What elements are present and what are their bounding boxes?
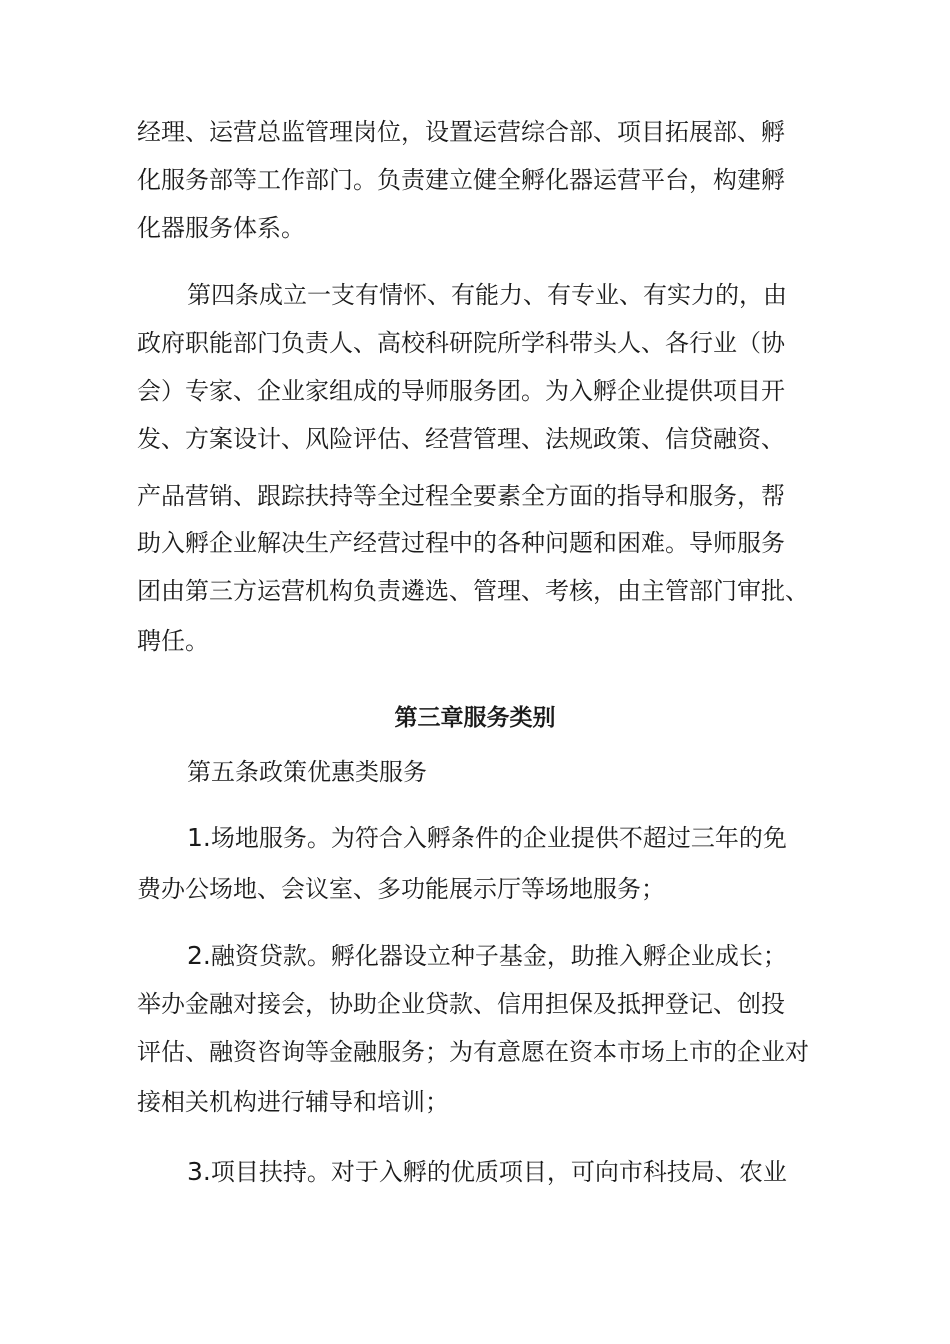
para2-line-6: 助入孵企业解决生产经营过程中的各种问题和困难。导师服务 xyxy=(137,529,785,557)
item3-line-1 xyxy=(187,1157,787,1187)
chapter-heading: 第三章服务类别 xyxy=(394,705,556,731)
para2-line-3: 会）专家、企业家组成的导师服务团。为入孵企业提供项目开 xyxy=(137,377,785,405)
item1-line-1 xyxy=(187,823,787,853)
item2-line-1 xyxy=(187,941,787,971)
item2-line-2: 举办金融对接会，协助企业贷款、信用担保及抵押登记、创投 xyxy=(137,990,785,1018)
item3-text-1: 项目扶持。对于入孵的优质项目，可向市科技局、农业 xyxy=(210,1158,787,1186)
para1-line-1: 经理、运营总监管理岗位，设置运营综合部、项目拓展部、孵 xyxy=(137,118,785,146)
item1-number: 1. xyxy=(187,823,211,852)
item2-number: 2. xyxy=(187,941,211,970)
item2-text-1: 融资贷款。孵化器设立种子基金，助推入孵企业成长； xyxy=(210,942,787,970)
article5-title: 第五条政策优惠类服务 xyxy=(187,758,427,786)
para2-line-5: 产品营销、跟踪扶持等全过程全要素全方面的指导和服务，帮 xyxy=(137,482,785,510)
para1-line-2: 化服务部等工作部门。负责建立健全孵化器运营平台，构建孵 xyxy=(137,166,785,194)
item1-line-2: 费办公场地、会议室、多功能展示厅等场地服务； xyxy=(137,875,665,903)
para1-line-3: 化器服务体系。 xyxy=(137,214,305,242)
para2-line-4: 发、方案设计、风险评估、经营管理、法规政策、信贷融资、 xyxy=(137,425,785,453)
item1-text-1: 场地服务。为符合入孵条件的企业提供不超过三年的免 xyxy=(210,824,787,852)
para2-line-1: 第四条成立一支有情怀、有能力、有专业、有实力的，由 xyxy=(187,281,787,309)
para2-line-7: 团由第三方运营机构负责遴选、管理、考核，由主管部门审批、 xyxy=(137,577,809,605)
para2-line-2: 政府职能部门负责人、高校科研院所学科带头人、各行业（协 xyxy=(137,329,785,357)
para2-line-8: 聘任。 xyxy=(137,627,209,655)
item2-line-4: 接相关机构进行辅导和培训； xyxy=(137,1088,449,1116)
item3-number: 3. xyxy=(187,1157,211,1186)
item2-line-3: 评估、融资咨询等金融服务；为有意愿在资本市场上市的企业对 xyxy=(137,1038,809,1066)
